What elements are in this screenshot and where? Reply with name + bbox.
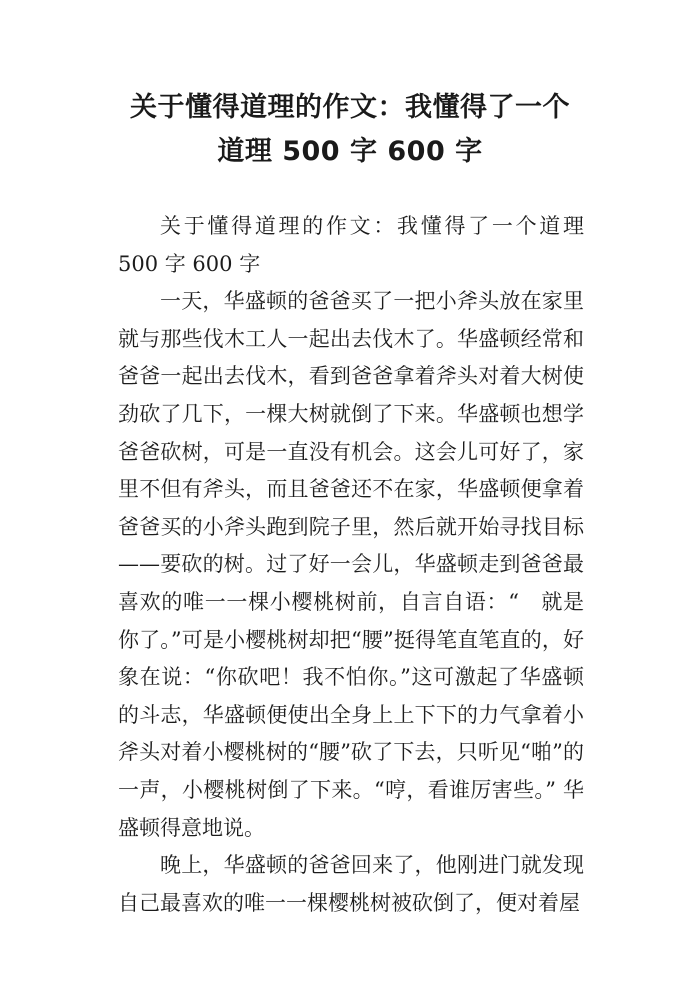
story-paragraph: 一天，华盛顿的爸爸买了一把小斧头放在家里就与那些伐木工人一起出去伐木了。华盛顿经常和爸爸一起出去伐木，看到爸爸拿着斧头对着大树使劲砍了几下，一棵大树就倒了下来。华盛顿也想学爸爸砍树，可是一直没有机会。这会儿可好了，家里不但有斧头，而且爸爸还不在家，华盛顿便拿着爸爸买的小斧头跑到院子里，然后就开始寻找目标——要砍的树。过了好一会儿，华盛顿走到爸爸最喜欢的唯一一棵小樱桃树前，自言自语：“ 就是你了。”可是小樱桃树却把“腰”挺得笔直笔直的，好象在说：“你砍吧！我不怕你。”这可激起了华盛顿的斗志，华盛顿便使出全身上上下下的力气拿着小斧头对着小樱桃树的“腰”砍了下去，只听见“啪”的一声，小樱桃树倒了下来。“哼，看谁厉害些。” 华盛顿得意地说。	[118, 289, 584, 840]
intro-paragraph: 关于懂得道理的作文：我懂得了一个道理 500 字 600 字	[118, 214, 584, 276]
title-line-2: 道理 500 字 600 字	[217, 136, 483, 167]
evening-paragraph: 晚上，华盛顿的爸爸回来了，他刚进门就发现自己最喜欢的唯一一棵樱桃树被砍倒了，便对着屋	[118, 853, 584, 915]
document-title	[60, 86, 640, 174]
document-body	[118, 208, 584, 922]
title-line-1: 关于懂得道理的作文：我懂得了一个	[130, 92, 570, 123]
